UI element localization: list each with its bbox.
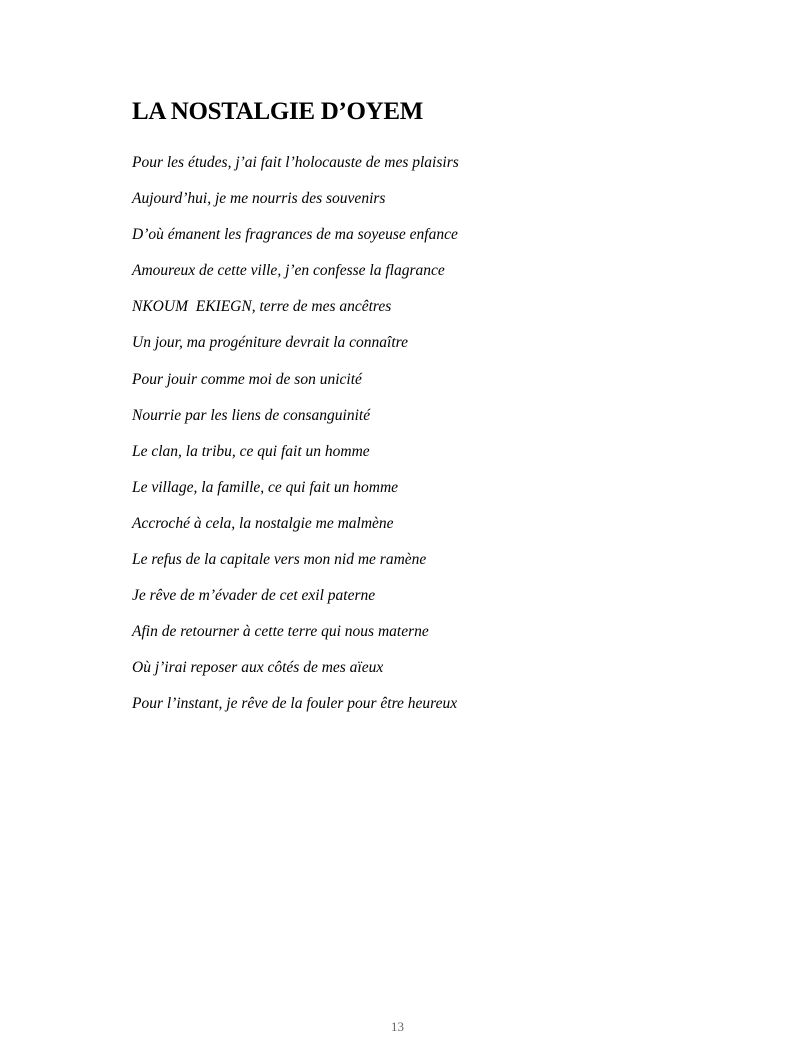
poem-verse: NKOUM EKIEGN, terre de mes ancêtres (132, 298, 392, 316)
poem-verse: Un jour, ma progéniture devrait la connaître (132, 334, 408, 352)
poem-verse: Accroché à cela, la nostalgie me malmène (132, 514, 394, 532)
poem-verse: Pour l’instant, je rêve de la fouler pour être heureux (132, 695, 458, 713)
poem-body (132, 152, 459, 730)
poem-verse: Pour les études, j’ai fait l’holocauste de mes plaisirs (132, 154, 459, 171)
poem-verse: Le refus de la capitale vers mon nid me ramène (132, 551, 427, 569)
poem-verse: Nourrie par les liens de consanguinité (132, 406, 371, 424)
poem-verse: Amoureux de cette ville, j’en confesse la flagrance (132, 262, 445, 280)
poem-verse: Le clan, la tribu, ce qui fait un homme (132, 442, 370, 460)
poem-verse: Aujourd’hui, je me nourris des souvenirs (132, 190, 386, 208)
poem-verse: D’où émanent les fragrances de ma soyeuse enfance (132, 226, 458, 244)
poem-verse: Je rêve de m’évader de cet exil paterne (132, 587, 376, 605)
poem-verse: Où j’irai reposer aux côtés de mes aïeux (132, 659, 384, 677)
poem-title: LA NOSTALGIE D’OYEM (132, 98, 424, 125)
poem-verse: Pour jouir comme moi de son unicité (132, 370, 362, 388)
poem-verse: Afin de retourner à cette terre qui nous materne (132, 623, 429, 641)
poem-verse: Le village, la famille, ce qui fait un homme (132, 478, 399, 496)
page-number: 13 (391, 1019, 404, 1034)
